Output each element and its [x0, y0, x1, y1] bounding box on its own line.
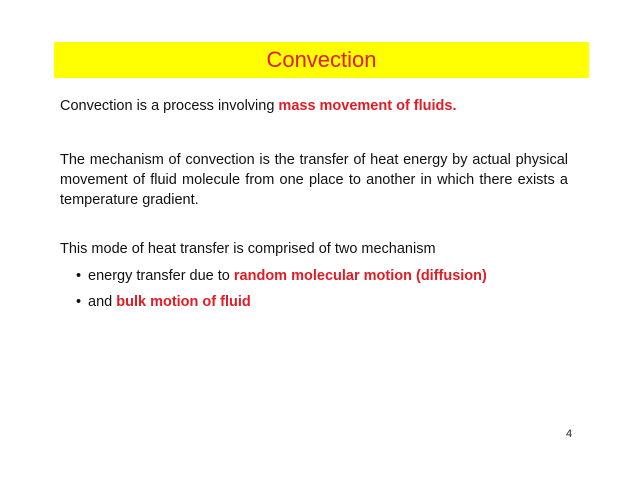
slide-title: Convection	[266, 47, 377, 72]
page-number: 4	[566, 428, 573, 440]
list-item	[76, 266, 487, 286]
mechanism-list	[76, 266, 487, 318]
mode-paragraph: This mode of heat transfer is comprised of two mechanism	[60, 241, 436, 257]
intro-text: Convection is a process involving	[60, 98, 279, 114]
bullet-highlight: bulk motion of fluid	[116, 294, 251, 310]
bullet-highlight: random molecular motion (diffusion)	[233, 268, 487, 284]
mechanism-paragraph: The mechanism of convection is the transfer of heat energy by actual physical movement of fluid molecule from one place to another in which there exists a temperature gradient.	[60, 152, 568, 208]
intro-highlight: mass movement of fluids.	[278, 98, 457, 114]
title-bar	[54, 42, 589, 78]
intro-paragraph	[60, 96, 568, 116]
bullet-text: energy transfer due to	[88, 268, 234, 284]
list-item	[76, 292, 487, 312]
bullet-text: and	[88, 294, 117, 310]
bullet-icon: •	[76, 294, 82, 310]
bullet-icon: •	[76, 268, 82, 284]
